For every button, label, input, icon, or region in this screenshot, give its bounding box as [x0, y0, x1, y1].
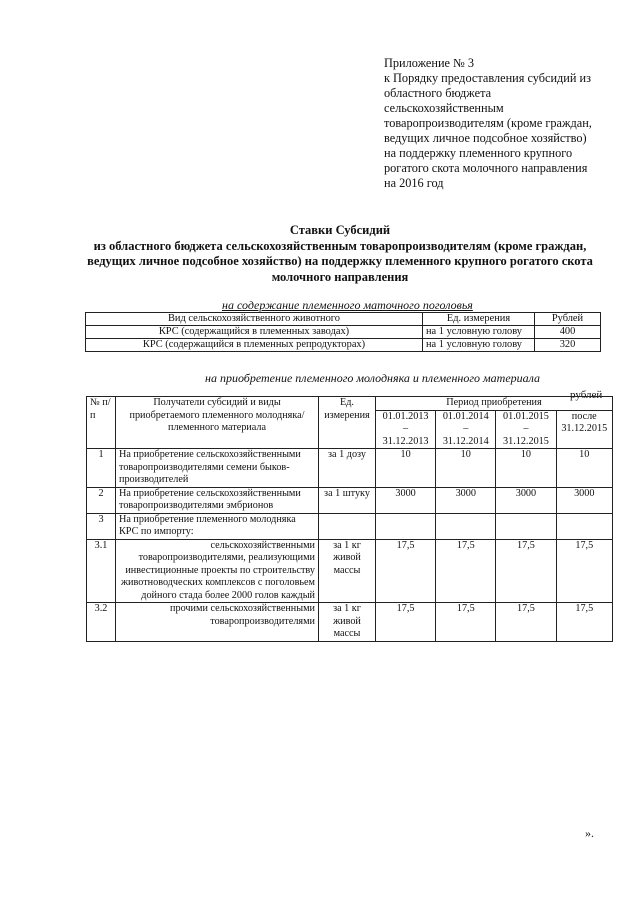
- row-num: 2: [87, 487, 116, 513]
- rate-2015: [496, 513, 556, 539]
- title-line: из областного бюджета сельскохозяйственным товаропроизводителям (кроме граждан,: [93, 238, 587, 253]
- rate-after-2015: 10: [556, 449, 612, 488]
- header-recipients: Получатели субсидий и виды приобретаемого племенного молодняка/племенного материала: [116, 397, 319, 449]
- rate-2015: 10: [496, 449, 556, 488]
- maintenance-rates-table: [85, 312, 601, 352]
- table-row: [86, 326, 601, 339]
- rate-2014: 17,5: [436, 603, 496, 642]
- rate-2013: 17,5: [376, 539, 436, 603]
- rate-2015: 17,5: [496, 539, 556, 603]
- rate-2014: 3000: [436, 487, 496, 513]
- title-line: молочного направления: [271, 269, 409, 284]
- unit-cell: на 1 условную голову: [423, 326, 535, 339]
- row-description: сельскохозяйственными товаропроизводителями, реализующими инвестиционные проекты по строительству животноводческих комплексов с поголовьем дойного стада более 2000 голов каждый: [116, 539, 319, 603]
- header-unit: Ед. измерения: [319, 397, 376, 449]
- header-period-2013: 01.01.2013 – 31.12.2013: [376, 410, 436, 449]
- header-period-after-2015: после 31.12.2015: [556, 410, 612, 449]
- row-description: На приобретение племенного молодняка КРС по импорту:: [116, 513, 319, 539]
- row-num: 3.2: [87, 603, 116, 642]
- row-unit: за 1 штуку: [319, 487, 376, 513]
- header-rubles: Рублей: [535, 313, 601, 326]
- table-row: [87, 603, 613, 642]
- unit-cell: на 1 условную голову: [423, 339, 535, 352]
- table-header-row: [86, 313, 601, 326]
- row-unit: за 1 кг живой массы: [319, 603, 376, 642]
- table-row: [87, 449, 613, 488]
- row-unit: [319, 513, 376, 539]
- appendix-line: областного бюджета: [384, 86, 492, 100]
- appendix-line: на поддержку племенного крупного: [384, 146, 573, 160]
- appendix-note: [384, 56, 616, 191]
- rate-2013: 10: [376, 449, 436, 488]
- closing-quote: ».: [585, 826, 594, 840]
- table-row: [86, 339, 601, 352]
- appendix-line: ведущих личное подсобное хозяйство): [384, 131, 587, 145]
- rate-2014: 17,5: [436, 539, 496, 603]
- rate-2015: 17,5: [496, 603, 556, 642]
- rate-cell: 320: [535, 339, 601, 352]
- row-description: На приобретение сельскохозяйственными товаропроизводителями семени быков-производителей: [116, 449, 319, 488]
- animal-type-cell: КРС (содержащийся в племенных репродукторах): [86, 339, 423, 352]
- header-num: № п/п: [87, 397, 116, 449]
- rate-2014: [436, 513, 496, 539]
- appendix-line: к Порядку предоставления субсидий из: [384, 71, 591, 85]
- row-num: 3: [87, 513, 116, 539]
- header-animal-type: Вид сельскохозяйственного животного: [86, 313, 423, 326]
- header-unit: Ед. измерения: [423, 313, 535, 326]
- table-header-row: [87, 397, 613, 411]
- row-num: 1: [87, 449, 116, 488]
- title-line: Ставки Субсидий: [289, 223, 391, 237]
- row-description: На приобретение сельскохозяйственными товаропроизводителями эмбрионов: [116, 487, 319, 513]
- rate-after-2015: [556, 513, 612, 539]
- rate-2013: 17,5: [376, 603, 436, 642]
- appendix-line: на 2016 год: [384, 176, 444, 190]
- appendix-line: Приложение № 3: [384, 56, 475, 70]
- row-unit: за 1 дозу: [319, 449, 376, 488]
- header-period-2015: 01.01.2015 – 31.12.2015: [496, 410, 556, 449]
- rate-2013: 3000: [376, 487, 436, 513]
- table-row: [87, 513, 613, 539]
- table-row: [87, 539, 613, 603]
- rate-2013: [376, 513, 436, 539]
- document-title: [60, 223, 620, 285]
- rate-after-2015: 17,5: [556, 603, 612, 642]
- header-period-2014: 01.01.2014 – 31.12.2014: [436, 410, 496, 449]
- rate-2015: 3000: [496, 487, 556, 513]
- appendix-line: товаропроизводителям (кроме граждан,: [384, 116, 592, 130]
- rate-cell: 400: [535, 326, 601, 339]
- rate-2014: 10: [436, 449, 496, 488]
- row-unit: за 1 кг живой массы: [319, 539, 376, 603]
- row-description: прочими сельскохозяйственными товаропроизводителями: [116, 603, 319, 642]
- appendix-line: сельскохозяйственным: [384, 101, 504, 115]
- purchase-rates-table: [86, 396, 613, 642]
- animal-type-cell: КРС (содержащийся в племенных заводах): [86, 326, 423, 339]
- row-num: 3.1: [87, 539, 116, 603]
- currency-label: рублей: [570, 389, 603, 401]
- section2-heading: на приобретение племенного молодняка и племенного материала: [205, 371, 541, 385]
- section1-heading: на содержание племенного маточного поголовья: [222, 298, 473, 312]
- appendix-line: рогатого скота молочного направления: [384, 161, 588, 175]
- table-row: [87, 487, 613, 513]
- rate-after-2015: 3000: [556, 487, 612, 513]
- title-line: ведущих личное подсобное хозяйство) на поддержку племенного крупного рогатого скота: [87, 254, 593, 268]
- rate-after-2015: 17,5: [556, 539, 612, 603]
- header-period: Период приобретения: [376, 397, 613, 411]
